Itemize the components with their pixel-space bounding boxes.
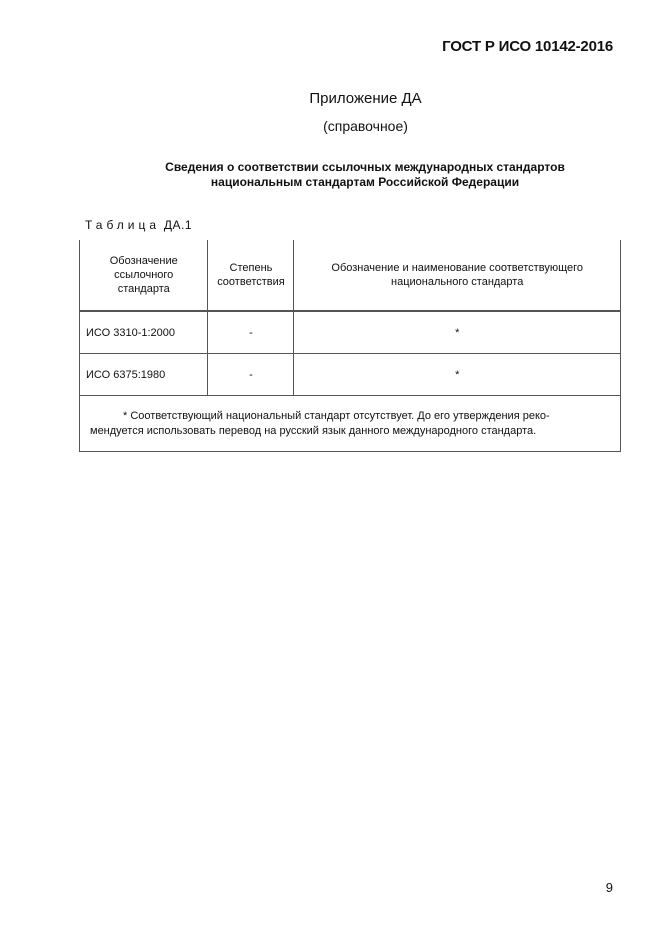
section-heading (100, 160, 630, 190)
cell-degree: - (208, 311, 294, 354)
cell-designation: ИСО 3310-1:2000 (80, 311, 208, 354)
footnote-line-1: * Соответствующий национальный стандарт отсутствует. До его утверждения реко- (123, 409, 550, 422)
table-row (80, 311, 621, 354)
page-number: 9 (605, 880, 613, 895)
cell-designation: ИСО 6375:1980 (80, 354, 208, 396)
column-header-designation: Обозначение ссылочного стандарта (80, 240, 208, 311)
document-code: ГОСТ Р ИСО 10142-2016 (442, 38, 613, 55)
table-caption-number: ДА.1 (163, 218, 193, 232)
table-note-row (80, 396, 621, 452)
table-header-row (80, 240, 621, 311)
reference-standards-table (79, 240, 621, 452)
appendix-kind: (справочное) (323, 118, 408, 134)
table-footnote (80, 396, 621, 452)
table-caption (85, 218, 192, 232)
table-caption-prefix: Таблица (85, 218, 161, 232)
table-row (80, 354, 621, 396)
column-header-degree: Степень соответствия (208, 240, 294, 311)
section-heading-line-1: Сведения о соответствии ссылочных международных стандартов (165, 160, 565, 174)
cell-national-standard: * (294, 354, 621, 396)
appendix-title: Приложение ДА (309, 90, 422, 107)
section-heading-line-2: национальным стандартам Российской Федерации (210, 175, 520, 189)
cell-national-standard: * (294, 311, 621, 354)
cell-degree: - (208, 354, 294, 396)
footnote-line-2: мендуется использовать перевод на русский язык данного международного стандарта. (90, 424, 537, 437)
column-header-national-standard: Обозначение и наименование соответствующего национального стандарта (294, 240, 621, 311)
